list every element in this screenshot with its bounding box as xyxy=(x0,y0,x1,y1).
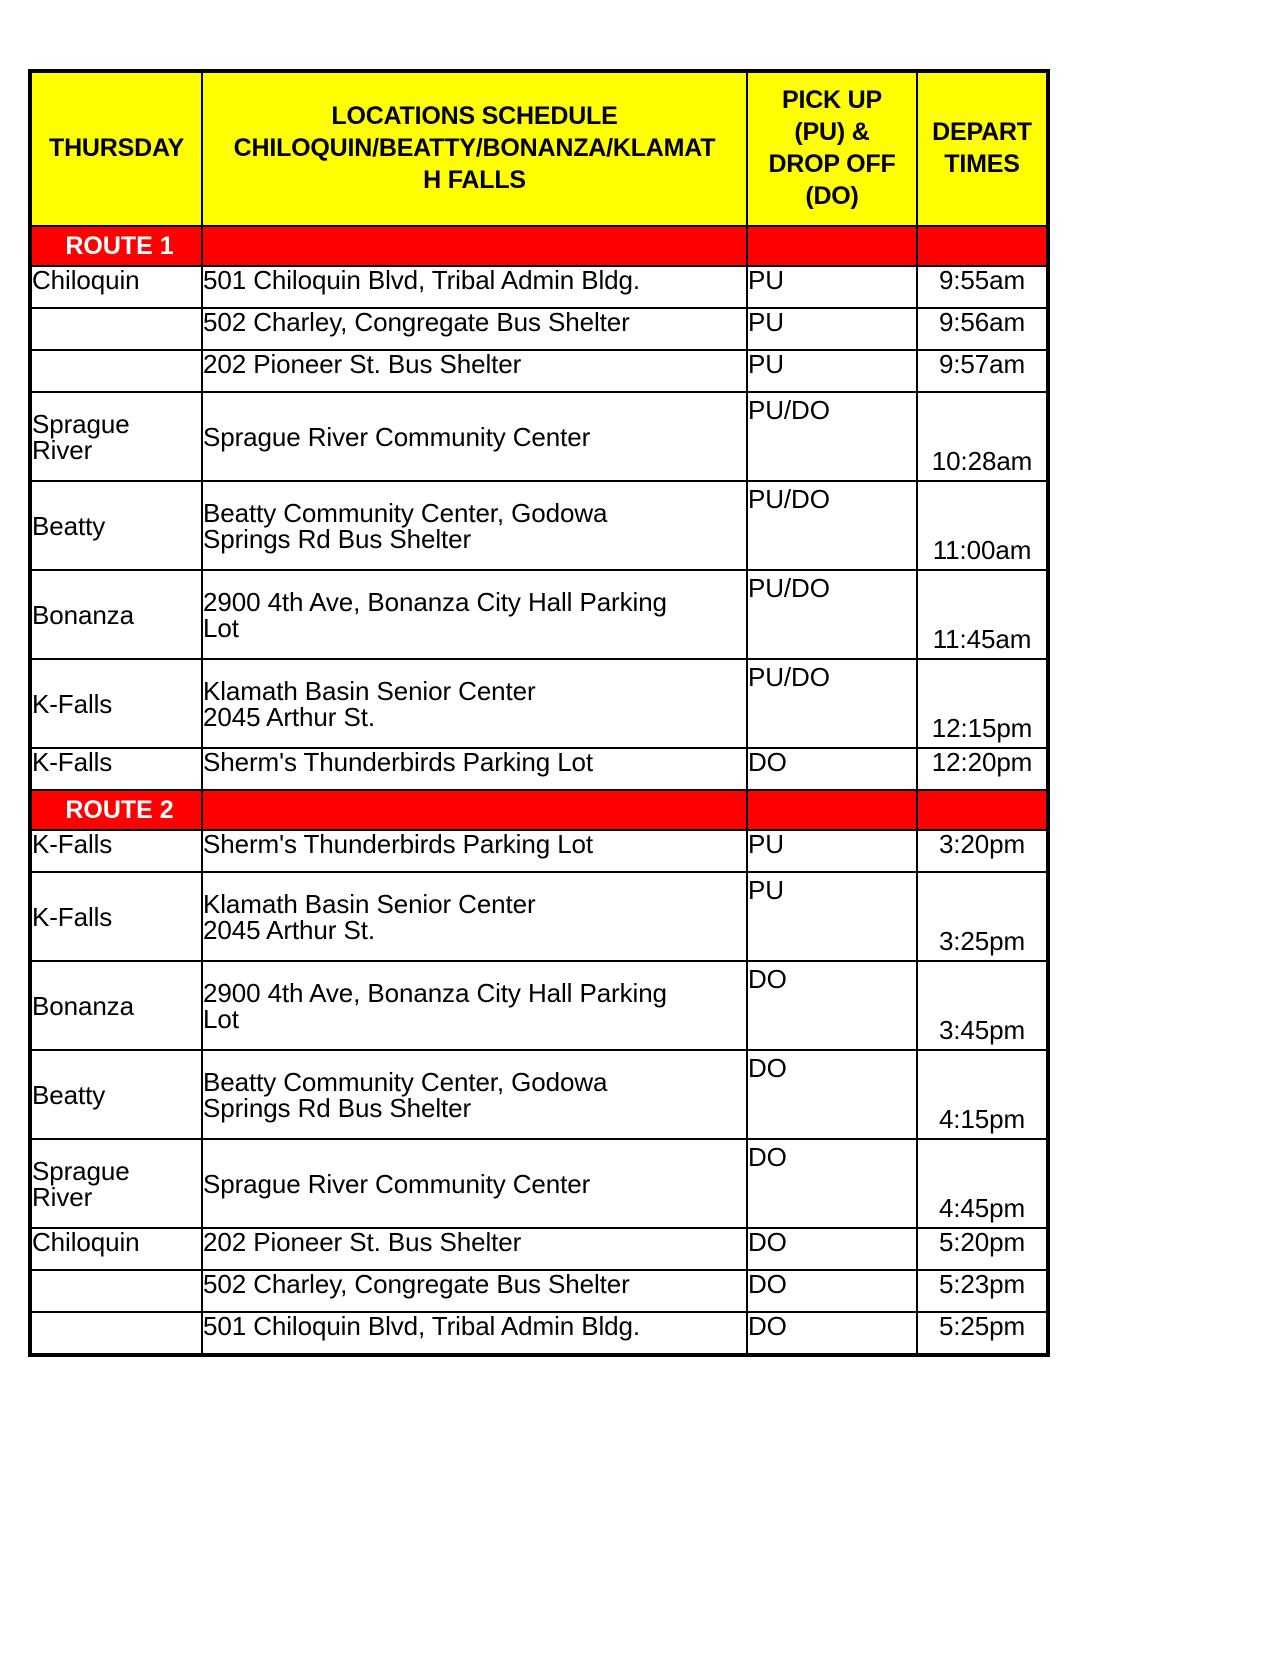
stop-location-cell xyxy=(202,308,747,350)
stop-city-cell xyxy=(30,1270,202,1312)
stop-pudo-cell: PU xyxy=(747,830,917,872)
table-row xyxy=(30,830,1048,872)
stop-location-line: Klamath Basin Senior Center xyxy=(203,675,536,706)
header-pudo-line1: PICK UP xyxy=(781,86,882,114)
table-row xyxy=(30,392,1048,481)
stop-location-cell xyxy=(202,350,747,392)
table-row xyxy=(30,266,1048,308)
stop-location-cell xyxy=(202,748,747,790)
header-row xyxy=(30,71,1048,226)
stop-city-line: K-Falls xyxy=(32,747,113,777)
bus-schedule-table xyxy=(28,69,1050,1357)
stop-city-line: Beatty xyxy=(32,1079,106,1110)
stop-city-line: K-Falls xyxy=(32,829,113,859)
stop-city-cell xyxy=(30,1050,202,1139)
header-day-column: THURSDAY xyxy=(30,71,202,226)
table-row xyxy=(30,1228,1048,1270)
stop-location-line: 202 Pioneer St. Bus Shelter xyxy=(203,349,522,379)
stop-depart-time-cell: 9:55am xyxy=(917,266,1048,308)
stop-location-cell xyxy=(202,1228,747,1270)
header-pudo-line2: (PU) & xyxy=(794,118,870,146)
stop-pudo-cell: PU/DO xyxy=(747,392,917,481)
table-row xyxy=(30,1050,1048,1139)
stop-city-cell xyxy=(30,570,202,659)
stop-location-cell xyxy=(202,1312,747,1355)
route-banner-locations-cell xyxy=(202,790,747,830)
stop-depart-time-cell: 5:25pm xyxy=(917,1312,1048,1355)
header-pudo-line3: DROP OFF xyxy=(768,150,896,178)
header-locations-line1: LOCATIONS SCHEDULE xyxy=(331,102,618,130)
stop-city-cell xyxy=(30,481,202,570)
table-row xyxy=(30,350,1048,392)
stop-location-line: Lot xyxy=(203,1003,239,1034)
stop-depart-time-cell: 3:25pm xyxy=(917,872,1048,961)
header-locations-line2: CHILOQUIN/BEATTY/BONANZA/KLAMAT xyxy=(233,134,716,162)
stop-location-line: Springs Rd Bus Shelter xyxy=(203,1092,472,1123)
stop-location-line: Sprague River Community Center xyxy=(203,1168,591,1199)
stop-location-line: Springs Rd Bus Shelter xyxy=(203,523,472,554)
route-banner-row xyxy=(30,790,1048,830)
stop-location-cell xyxy=(202,830,747,872)
table-row xyxy=(30,308,1048,350)
stop-pudo-cell: DO xyxy=(747,1139,917,1228)
stop-city-line: Chiloquin xyxy=(32,1227,140,1257)
stop-location-line: 502 Charley, Congregate Bus Shelter xyxy=(203,1269,630,1299)
stop-location-line: 501 Chiloquin Blvd, Tribal Admin Bldg. xyxy=(203,1311,641,1341)
stop-location-cell xyxy=(202,392,747,481)
header-depart-column xyxy=(917,71,1048,226)
header-locations-line3: H FALLS xyxy=(423,166,526,194)
header-pudo-column xyxy=(747,71,917,226)
stop-depart-time-cell: 10:28am xyxy=(917,392,1048,481)
stop-location-cell xyxy=(202,872,747,961)
route-banner-time-cell xyxy=(917,790,1048,830)
route-banner-time-cell xyxy=(917,226,1048,266)
stop-pudo-cell: DO xyxy=(747,961,917,1050)
stop-location-line: 2900 4th Ave, Bonanza City Hall Parking xyxy=(203,977,667,1008)
stop-location-line: 501 Chiloquin Blvd, Tribal Admin Bldg. xyxy=(203,265,641,295)
route-label: ROUTE 2 xyxy=(30,790,202,830)
stop-city-cell xyxy=(30,748,202,790)
stop-location-cell xyxy=(202,570,747,659)
stop-location-line: Sherm's Thunderbirds Parking Lot xyxy=(203,747,594,777)
table-row xyxy=(30,659,1048,748)
stop-depart-time-cell: 11:00am xyxy=(917,481,1048,570)
stop-depart-time-cell: 3:20pm xyxy=(917,830,1048,872)
stop-pudo-cell: PU/DO xyxy=(747,481,917,570)
stop-pudo-cell: PU xyxy=(747,308,917,350)
stop-city-cell xyxy=(30,1139,202,1228)
table-row xyxy=(30,748,1048,790)
stop-city-cell xyxy=(30,1312,202,1355)
stop-city-line: Sprague xyxy=(32,408,130,439)
table-body xyxy=(30,226,1048,1355)
stop-city-cell xyxy=(30,266,202,308)
stop-city-line: Chiloquin xyxy=(32,265,140,295)
table-row xyxy=(30,872,1048,961)
table-row xyxy=(30,1312,1048,1355)
stop-depart-time-cell: 4:45pm xyxy=(917,1139,1048,1228)
stop-depart-time-cell: 11:45am xyxy=(917,570,1048,659)
stop-city-cell xyxy=(30,830,202,872)
stop-depart-time-cell: 5:23pm xyxy=(917,1270,1048,1312)
stop-pudo-cell: DO xyxy=(747,1270,917,1312)
stop-depart-time-cell: 12:15pm xyxy=(917,659,1048,748)
table-row xyxy=(30,570,1048,659)
header-depart-line1: DEPART xyxy=(932,118,1032,146)
stop-pudo-cell: DO xyxy=(747,748,917,790)
stop-depart-time-cell: 9:56am xyxy=(917,308,1048,350)
stop-city-line: River xyxy=(32,1181,93,1212)
stop-location-line: 2045 Arthur St. xyxy=(203,914,375,945)
stop-depart-time-cell: 3:45pm xyxy=(917,961,1048,1050)
stop-location-line: Beatty Community Center, Godowa xyxy=(203,497,608,528)
stop-city-line: K-Falls xyxy=(32,688,113,719)
bus-schedule-container xyxy=(28,69,1046,1357)
stop-location-line: 502 Charley, Congregate Bus Shelter xyxy=(203,307,630,337)
stop-depart-time-cell: 5:20pm xyxy=(917,1228,1048,1270)
stop-city-line: River xyxy=(32,434,93,465)
table-row xyxy=(30,961,1048,1050)
stop-pudo-cell: DO xyxy=(747,1312,917,1355)
stop-location-line: 2045 Arthur St. xyxy=(203,701,375,732)
stop-city-cell xyxy=(30,961,202,1050)
table-row xyxy=(30,1270,1048,1312)
stop-city-line: Beatty xyxy=(32,510,106,541)
stop-location-cell xyxy=(202,1270,747,1312)
header-locations-column xyxy=(202,71,747,226)
stop-depart-time-cell: 4:15pm xyxy=(917,1050,1048,1139)
stop-city-cell xyxy=(30,392,202,481)
stop-location-cell xyxy=(202,1050,747,1139)
stop-pudo-cell: DO xyxy=(747,1228,917,1270)
stop-city-line: Bonanza xyxy=(32,599,134,630)
header-depart-line2: TIMES xyxy=(944,150,1020,178)
route-banner-pudo-cell xyxy=(747,226,917,266)
stop-location-line: Sherm's Thunderbirds Parking Lot xyxy=(203,829,594,859)
stop-location-line: Sprague River Community Center xyxy=(203,421,591,452)
stop-city-line: K-Falls xyxy=(32,901,113,932)
stop-location-cell xyxy=(202,659,747,748)
route-banner-locations-cell xyxy=(202,226,747,266)
stop-city-cell xyxy=(30,1228,202,1270)
stop-location-line: Beatty Community Center, Godowa xyxy=(203,1066,608,1097)
stop-depart-time-cell: 12:20pm xyxy=(917,748,1048,790)
stop-city-line: Bonanza xyxy=(32,990,134,1021)
header-pudo-line4: (DO) xyxy=(805,182,859,210)
table-row xyxy=(30,1139,1048,1228)
stop-pudo-cell: PU/DO xyxy=(747,659,917,748)
stop-pudo-cell: DO xyxy=(747,1050,917,1139)
stop-location-cell xyxy=(202,481,747,570)
stop-city-cell xyxy=(30,872,202,961)
stop-location-line: 202 Pioneer St. Bus Shelter xyxy=(203,1227,522,1257)
stop-depart-time-cell: 9:57am xyxy=(917,350,1048,392)
stop-location-cell xyxy=(202,961,747,1050)
stop-pudo-cell: PU xyxy=(747,872,917,961)
stop-city-line: Sprague xyxy=(32,1155,130,1186)
route-banner-pudo-cell xyxy=(747,790,917,830)
stop-location-line: 2900 4th Ave, Bonanza City Hall Parking xyxy=(203,586,667,617)
stop-location-line: Lot xyxy=(203,612,239,643)
stop-location-cell xyxy=(202,1139,747,1228)
table-head xyxy=(30,71,1048,226)
stop-pudo-cell: PU xyxy=(747,266,917,308)
stop-location-cell xyxy=(202,266,747,308)
stop-pudo-cell: PU/DO xyxy=(747,570,917,659)
route-label: ROUTE 1 xyxy=(30,226,202,266)
stop-location-line: Klamath Basin Senior Center xyxy=(203,888,536,919)
stop-city-cell xyxy=(30,659,202,748)
route-banner-row xyxy=(30,226,1048,266)
stop-city-cell xyxy=(30,350,202,392)
stop-city-cell xyxy=(30,308,202,350)
table-row xyxy=(30,481,1048,570)
stop-pudo-cell: PU xyxy=(747,350,917,392)
